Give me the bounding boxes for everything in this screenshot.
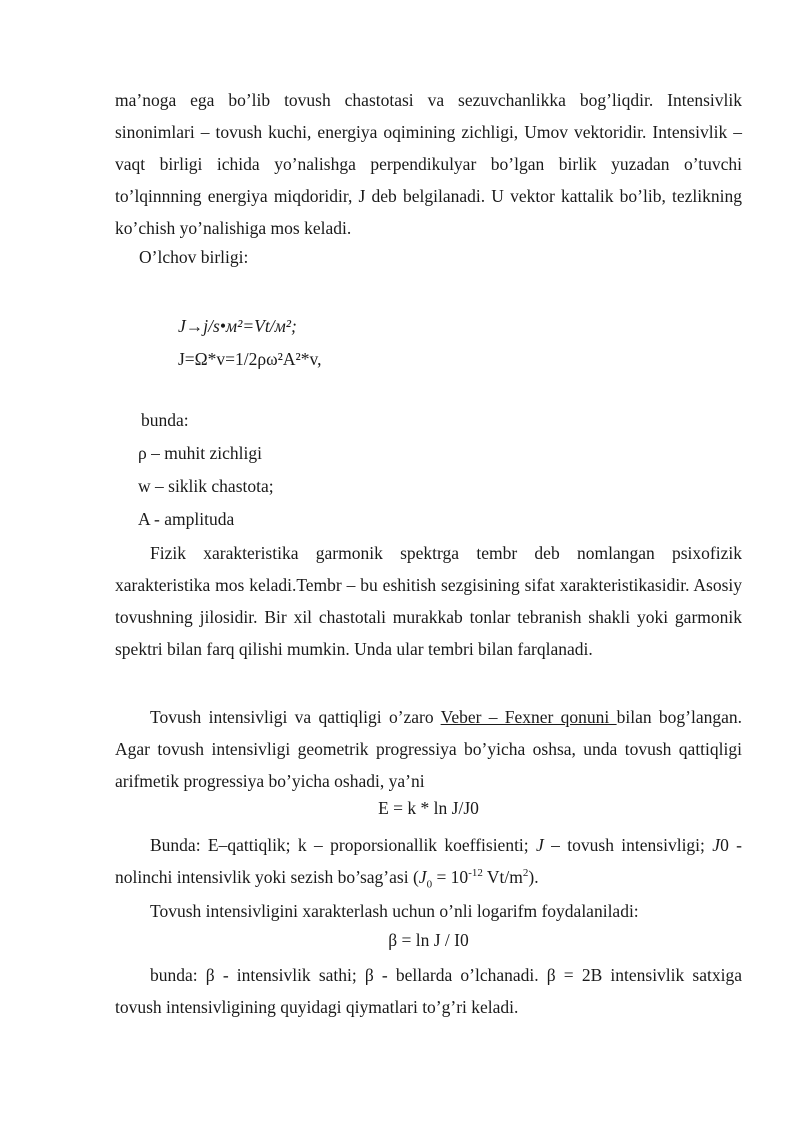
para3-text-a: Tovush intensivligi va qattiqligi o’zaro [150,707,441,727]
definition-a: A - amplituda [138,509,235,529]
para4-exponent: -12 [468,867,483,880]
paragraph-log-intro: Tovush intensivligini xarakterlash uchun o’nli logarifm foydalaniladi: [150,901,639,921]
formula-loudness: E = k * ln J/J0 [378,798,479,818]
bunda-label: bunda: [141,410,189,430]
para4-text-f: ). [528,867,539,887]
para4-j-symbol: J [536,835,544,855]
para4-square: 2 [522,867,529,880]
paragraph-loudness-terms [115,829,742,893]
para4-text-d: = 10 [432,867,469,887]
paragraph-timbre: Fizik xarakteristika garmonik spektrga tembr deb nomlangan psixofizik xarakteristika mos keladi.Tembr – bu eshitish sezgisining sifat xarakteristikasidir. Asosiy tovushning jilosidir. Bir xil chastotali murakkab tonlar tebranish shakli yoki garmonik spektri bilan farq qilishi mumkin. Unda ular tembri bilan farqlanadi. [115,543,742,659]
para4-j0-inline: J [418,867,427,887]
para4-j0-symbol: J [712,835,721,855]
para4-subscript: 0 [426,878,433,891]
paragraph-intensity-definition: ma’noga ega bo’lib tovush chastotasi va sezuvchanlikka bog’liqdir. Intensivlik sinonimlari – tovush kuchi, energiya oqimining zichligi, Umov vektoridir. Intensivlik – vaqt birligi ichida yo’nalishga perpendikulyar bo’lgan birlik yuzadan o’tuvchi to’lqinnning energiya miqdoridir, J deb belgilanadi. U vektor kattalik bo’lib, tezlikning ko’chish yo’nalishiga mos keladi. [115,90,742,238]
formula-units: J→j/s•м²=Vt/м²; [178,316,297,336]
formula-intensity-level: β = ln J / I0 [388,930,469,950]
para4-text-b: – tovush intensivligi; [543,835,713,855]
para3-text-b: bilan bog’langan. Agar tovush intensivligi geometrik progressiya bo’yicha oshsa, unda tovush qattiqligi arifmetik progressiya bo’yicha oshadi, ya’ni [115,707,743,791]
definition-w: w – siklik chastota; [138,476,274,496]
weber-fechner-law-link: Veber – Fexner qonuni [440,707,617,727]
definition-rho: ρ – muhit zichligi [138,443,262,463]
para4-text-a: Bunda: E–qattiqlik; k – proporsionallik koeffisienti; [150,835,537,855]
paragraph-weber-fechner [115,701,742,797]
para4-text-c: 0 - nolinchi intensivlik yoki sezish bo’sag’asi ( [115,835,742,887]
paragraph-intensity-level: bunda: β - intensivlik sathi; β - bellarda o’lchanadi. β = 2B intensivlik satxiga tovush intensivligining quyidagi qiymatlari to’g’ri keladi. [115,965,742,1017]
units-heading: O’lchov birligi: [139,247,249,267]
para4-text-e: Vt/m [482,867,523,887]
formula-intensity: J=Ω*v=1/2ρω²A²*v, [178,349,322,369]
